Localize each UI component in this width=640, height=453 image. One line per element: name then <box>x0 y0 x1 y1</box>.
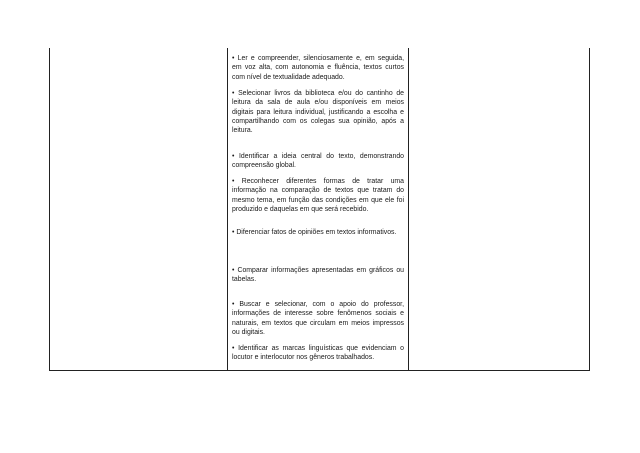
skill-item-select-books: • Selecionar livros da biblioteca e/ou do cantinho de leitura da sala de aula e/ou disponíveis em meios digitais para leitura individual, justificando a escolha e compartilhando com os colegas sua opinião, após a leitura. <box>232 90 404 135</box>
skill-item-facts-opinions: • Diferenciar fatos de opiniões em textos informativos. <box>232 229 397 236</box>
skill-item-central-idea: • Identificar a ideia central do texto, demonstrando compreensão global. <box>232 153 404 170</box>
skills-cell <box>232 52 404 370</box>
curriculum-table <box>49 48 590 371</box>
column-divider-right <box>408 48 409 370</box>
skill-item-compare-charts: • Comparar informações apresentadas em gráficos ou tabelas. <box>232 267 404 284</box>
skill-item-reading-fluency: • Ler e compreender, silenciosamente e, em seguida, em voz alta, com autonomia e fluência, textos curtos com nível de textualidade adequado. <box>232 55 404 81</box>
skill-item-linguistic-marks: • Identificar as marcas linguísticas que evidenciam o locutor e interlocutor nos gêneros trabalhados. <box>232 345 404 362</box>
column-divider-left <box>227 48 228 370</box>
skill-item-search-information: • Buscar e selecionar, com o apoio do professor, informações de interesse sobre fenômenos sociais e naturais, em textos que circulam em meios impressos ou digitais. <box>232 301 404 336</box>
skill-item-compare-texts: • Reconhecer diferentes formas de tratar uma informação na comparação de textos que tratam do mesmo tema, em função das condições em que ele foi produzido e daquelas em que será recebido. <box>232 178 404 213</box>
